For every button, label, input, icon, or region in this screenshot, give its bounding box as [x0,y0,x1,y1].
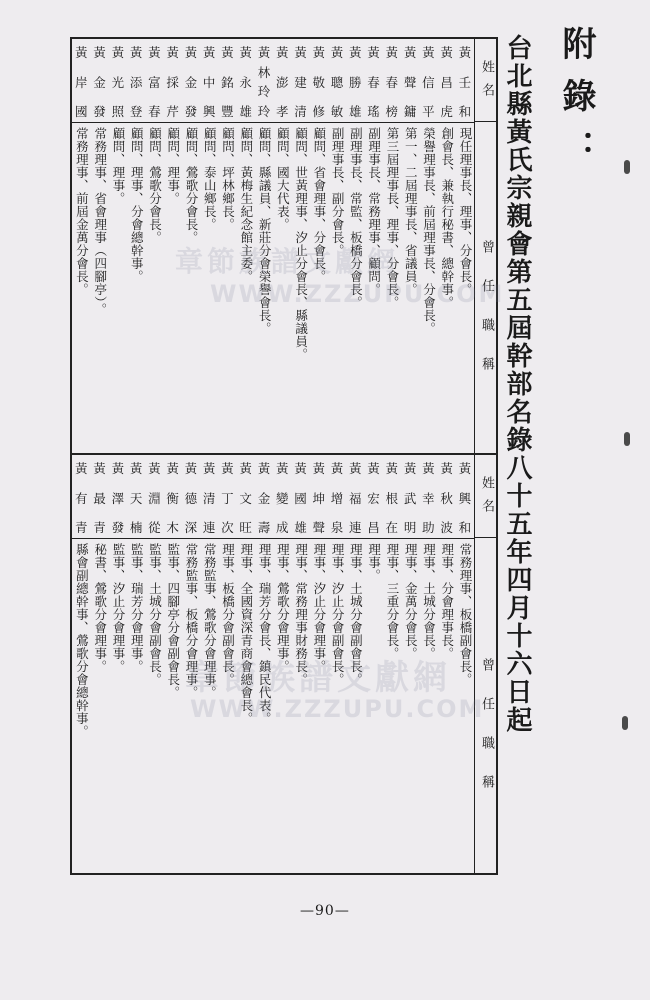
table-row [237,39,255,453]
member-office: 榮譽理事長、前屆理事長、分會長。 [421,127,437,335]
member-office: 理事、鶯歌分會理事。 [275,543,291,673]
member-office: 縣會副總幹事、鶯歌分會總幹事。 [74,543,90,738]
member-name: 黃 秋 波 [440,461,453,535]
roster-rows-top [72,39,474,453]
roster-table [70,37,498,875]
header-column [474,455,496,873]
table-row [291,455,309,873]
table-row [437,39,455,453]
member-name: 黃 建 清 [294,45,307,119]
member-name: 黃 增 泉 [330,461,344,535]
member-office: 顧問、坪林鄉長。 [220,127,236,231]
member-name: 黃 德 深 [184,461,198,535]
member-name: 黃 坤 聲 [312,461,325,535]
member-name: 黃 淵 從 [148,461,161,535]
member-office: 理事、板橋分會副會長。 [220,543,236,686]
member-name: 黃 最 青 [93,461,106,535]
member-name: 黃 銘 豐 [221,45,234,119]
member-office: 顧問、泰山鄉長。 [202,127,218,231]
table-row [346,39,364,453]
member-office: 常務監事、板橋分會理事。 [184,543,200,699]
member-name: 黃 文 旺 [239,461,252,535]
member-name: 黃 根 在 [385,461,399,535]
member-name: 黃 天 楠 [129,461,143,535]
member-office: 常務理事、前屆金萬分會長。 [74,127,90,296]
table-row [109,39,127,453]
table-row [346,455,364,873]
roster-rows-bottom [72,455,474,873]
member-office: 顧問、理事。 [110,127,126,205]
table-row [72,455,90,873]
table-row [383,39,401,453]
header-name: 姓名 [475,455,496,538]
member-name: 黃 光 照 [111,45,125,119]
table-row [273,39,291,453]
table-row [401,455,419,873]
member-office: 理事、瑞芳分會長、鎮民代表。 [257,543,273,725]
member-office: 顧問、理事。 [165,127,181,205]
member-name: 黃 有 青 [75,461,88,535]
table-row [456,455,474,873]
table-row [273,455,291,873]
member-name: 黃 壬 和 [458,45,472,119]
member-office: 常務理事、板橋副會長。 [458,543,473,686]
member-office: 理事、汐止分會副會長。 [330,543,346,686]
header-column [474,39,496,453]
member-office: 顧問、鶯歌分會長。 [147,127,163,244]
member-name: 黃 金 發 [184,45,198,119]
table-row [237,455,255,873]
member-name: 黃 敬 修 [312,45,325,119]
member-name: 黃 添 登 [129,45,143,119]
member-office: 理事、分會理事長。 [439,543,455,660]
member-name: 黃 春 瑤 [367,45,380,119]
member-name: 黃 丁 次 [221,461,234,535]
table-row [218,39,236,453]
member-name: 黃 武 明 [403,461,417,535]
member-name: 黃 幸 助 [422,461,435,535]
member-office: 理事、常務理事財務長。 [293,543,309,686]
member-office: 理事、全國資深青商會總會長。 [238,543,254,725]
table-row [127,455,145,873]
member-office: 創會長、兼執行秘書、總幹事。 [439,127,455,309]
member-office: 理事、三重分會長。 [384,543,400,660]
member-office: 理事、汐止分會理事。 [311,543,327,673]
member-name: 黃 昌 虎 [440,45,453,119]
member-office: 常務理事、省會理事（四腳亭）。 [92,127,108,316]
table-row [419,39,437,453]
member-office: 第三屆理事長、理事、分會長。 [384,127,400,309]
member-office: 理事。 [366,543,382,582]
member-office: 顧問、國大代表。 [275,127,291,231]
table-row [401,39,419,453]
table-row [218,455,236,873]
member-name: 黃 變 成 [275,461,289,535]
member-name: 黃 中 興 [202,45,216,119]
member-name: 黃 宏 昌 [367,461,380,535]
member-name: 黃 金 壽 [257,461,271,535]
member-name: 黃 春 榜 [385,45,399,119]
table-row [163,455,181,873]
member-name: 黃 富 春 [148,45,161,119]
table-row [310,455,328,873]
member-office: 顧問、省會理事、分會長。 [311,127,327,283]
member-name: 黃 聰 敏 [330,45,344,119]
table-row [163,39,181,453]
table-row [182,455,200,873]
member-office: 現任理事長、理事、分會長。 [458,127,473,296]
member-office: 常務監事、鶯歌分會理事。 [202,543,218,699]
table-row [328,455,346,873]
page-number: —90— [300,903,350,919]
table-row [109,455,127,873]
member-name: 黃 興 和 [458,461,472,535]
member-name: 黃 岸 國 [75,45,88,119]
roster-section-bottom [72,455,496,873]
member-office: 顧問、鶯歌分會長。 [184,127,200,244]
header-name: 姓名 [475,39,496,122]
table-row [145,39,163,453]
member-name: 黃 國 雄 [294,461,307,535]
punch-hole [624,160,630,174]
member-office: 監事、四腳亭分會副會長。 [165,543,181,699]
member-name: 黃 福 連 [349,461,362,535]
member-office: 第一、二屆理事長、省議員。 [403,127,419,296]
table-row [200,455,218,873]
member-office: 顧問、世黃理事、汐止分會長、縣議員。 [293,127,309,361]
member-name: 黃 清 連 [202,461,216,535]
table-row [72,39,90,453]
table-row [200,39,218,453]
member-name: 黃 永 雄 [239,45,252,119]
table-row [255,455,273,873]
member-office: 監事、土城分會副會長。 [147,543,163,686]
table-row [182,39,200,453]
table-row [90,39,108,453]
member-name: 黃 林 玲 玲 [257,45,271,119]
member-name: 黃 聲 鏞 [403,45,417,119]
table-row [419,455,437,873]
table-row [437,455,455,873]
member-office: 理事、金萬分會長。 [403,543,419,660]
member-office: 秘書、鶯歌分會理事。 [92,543,108,673]
member-name: 黃 採 芹 [166,45,179,119]
member-office: 理事、土城分會副會長。 [348,543,364,686]
table-row [255,39,273,453]
appendix-label: 附錄： [556,26,596,182]
member-office: 顧問、縣議員、新莊分會榮譽會長。 [257,127,273,335]
punch-hole [624,432,630,446]
table-row [310,39,328,453]
document-title: 台北縣黃氏宗親會第五屆幹部名錄八十五年四月十六日起 [502,34,532,734]
table-row [364,455,382,873]
table-row [364,39,382,453]
watermark-text: 章節族譜文獻網 [185,658,451,698]
member-name: 黃 金 發 [93,45,106,119]
member-name: 黃 澤 發 [111,461,125,535]
header-office: 曾任職稱 [479,239,494,396]
table-row [383,455,401,873]
watermark-url: WWW.ZZZUPU.COM [210,280,505,308]
punch-hole [622,716,628,730]
member-name: 黃 勝 雄 [349,45,362,119]
table-row [456,39,474,453]
member-name: 黃 澎 孝 [275,45,289,119]
member-office: 副理事長、副分會長。 [330,127,346,257]
watermark-url: WWW.ZZZUPU.COM [190,695,485,723]
table-row [328,39,346,453]
member-office: 監事、瑞芳分會理事。 [129,543,145,673]
member-office: 監事、汐止分會理事。 [110,543,126,673]
table-row [127,39,145,453]
member-name: 黃 信 平 [422,45,435,119]
roster-section-top [72,39,496,453]
member-office: 顧問、理事、分會總幹事。 [129,127,145,283]
table-row [90,455,108,873]
table-row [145,455,163,873]
member-office: 理事、土城分會長。 [421,543,437,660]
table-row [291,39,309,453]
watermark-text: 章節族譜文獻網 [175,245,400,278]
member-name: 黃 衡 木 [166,461,179,535]
member-office: 副理事長、常監、板橋分會長。 [348,127,364,309]
header-office: 曾任職稱 [479,657,494,814]
member-office: 副理事長、常務理事、顧問。 [366,127,382,296]
member-office: 顧問、黃梅生紀念館主委。 [238,127,254,283]
